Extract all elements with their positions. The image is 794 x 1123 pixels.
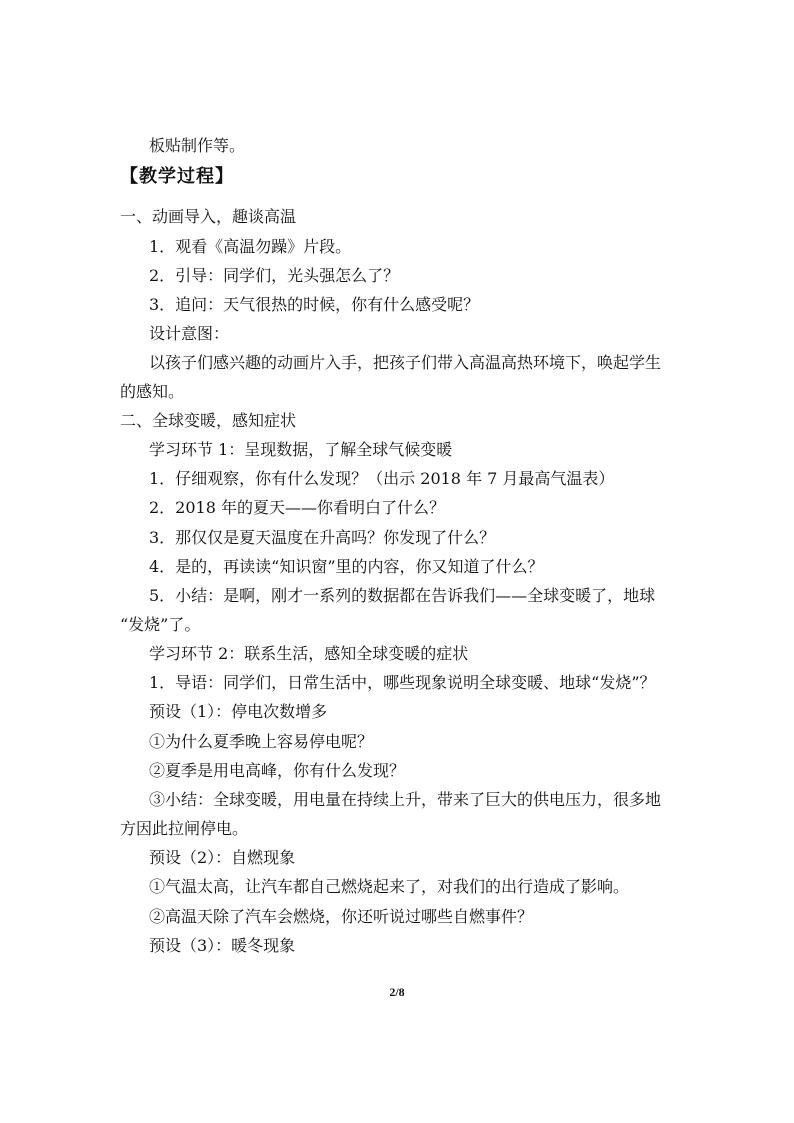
text-line: 1．导语：同学们，日常生活中，哪些现象说明全球变暖、地球“发烧”？: [149, 673, 656, 692]
text-line: 3．那仅仅是夏天温度在升高吗？你发现了什么？: [149, 528, 496, 547]
page-number: 2/8: [389, 985, 405, 999]
text-line: 学习环节 2：联系生活，感知全球变暖的症状: [149, 644, 469, 663]
text-line: “发烧”了。: [120, 615, 201, 634]
text-line: 预设（3）：暖冬现象: [149, 936, 296, 955]
text-line: 预设（2）：自燃现象: [149, 848, 296, 867]
text-line: 设计意图：: [149, 324, 230, 343]
text-line: 2．2018 年的夏天——你看明白了什么？: [149, 498, 445, 517]
text-line: ②高温天除了汽车会燃烧，你还听说过哪些自燃事件？: [149, 907, 534, 926]
text-line: 预设（1）：停电次数增多: [149, 702, 328, 721]
text-line: 3．追问：天气很热的时候，你有什么感受呢？: [149, 295, 480, 314]
text-line: 2．引导：同学们，光头强怎么了？: [149, 266, 400, 285]
text-line: 板贴制作等。: [149, 136, 246, 155]
section-title: 一、动画导入，趣谈高温: [120, 207, 297, 226]
text-line: 1．仔细观察，你有什么发现？（出示 2018 年 7 月最高气温表）: [149, 469, 615, 488]
section-heading: 【教学过程】: [120, 166, 234, 187]
text-line: 1．观看《高温勿躁》片段。: [149, 237, 352, 256]
text-line: 4．是的，再读读“知识窗”里的内容，你又知道了什么？: [149, 557, 544, 576]
text-line: ①气温太高，让汽车都自己燃烧起来了，对我们的出行造成了影响。: [149, 877, 630, 896]
text-line: ①为什么夏季晚上容易停电呢？: [149, 732, 374, 751]
text-line: 以孩子们感兴趣的动画片入手，把孩子们带入高温高热环境下，唤起学生: [149, 353, 662, 372]
text-line: 方因此拉闸停电。: [120, 819, 249, 838]
text-line: 学习环节 1：呈现数据，了解全球气候变暖: [149, 440, 453, 459]
text-line: 的感知。: [120, 382, 185, 401]
text-line: 5．小结：是啊，刚才一系列的数据都在告诉我们——全球变暖了，地球: [149, 586, 656, 605]
text-line: ②夏季是用电高峰，你有什么发现？: [149, 761, 406, 780]
section-title: 二、全球变暖，感知症状: [120, 411, 297, 430]
text-line: ③小结：全球变暖，用电量在持续上升，带来了巨大的供电压力，很多地: [149, 790, 662, 809]
